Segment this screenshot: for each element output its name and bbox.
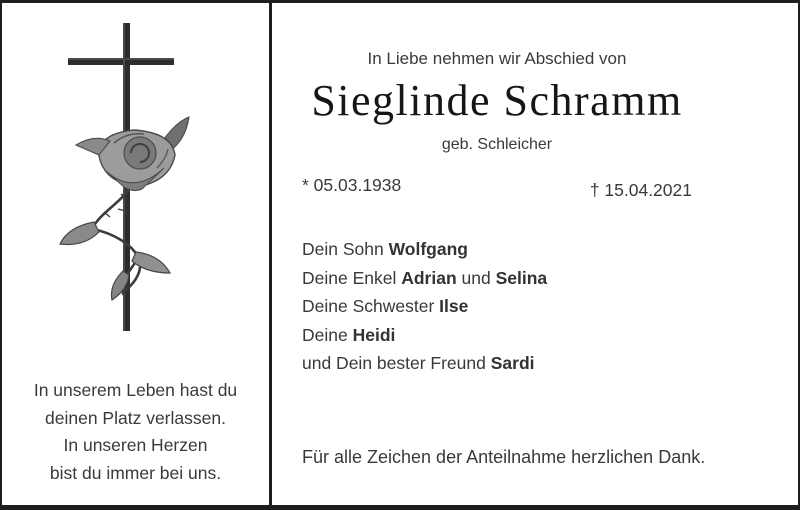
birth-date: * 05.03.1938 xyxy=(302,175,402,195)
mourner-conjunction: und xyxy=(456,267,496,288)
obituary-panel xyxy=(272,3,800,505)
mourner-name: Wolfgang xyxy=(388,239,468,259)
mourner-relation: Deine xyxy=(302,324,353,345)
cross-with-rose-icon xyxy=(2,3,269,348)
poem-line: In unseren Herzen xyxy=(63,435,208,455)
mourner-line xyxy=(302,292,547,321)
thanks-line: Für alle Zeichen der Anteilnahme herzlichen Dank. xyxy=(302,447,706,467)
mourner-line xyxy=(302,321,547,350)
mourner-name: Adrian xyxy=(401,267,457,288)
death-date: † 15.04.2021 xyxy=(589,180,692,200)
mourner-relation: Deine Schwester xyxy=(302,296,440,316)
mourner-name: Ilse xyxy=(439,296,469,316)
poem-line: bist du immer bei uns. xyxy=(49,462,222,483)
maiden-name: geb. Schleicher xyxy=(441,136,553,153)
mourner-relation: Deine Enkel xyxy=(302,267,402,288)
intro-line: In Liebe nehmen wir Abschied von xyxy=(367,49,627,68)
mourners-list xyxy=(302,235,547,378)
mourner-line xyxy=(302,264,547,293)
mourner-name: Selina xyxy=(495,267,548,288)
mourner-name: Sardi xyxy=(490,353,535,373)
mourner-relation: Dein Sohn xyxy=(302,239,389,259)
mourner-line xyxy=(302,235,547,264)
mourner-relation: und Dein bester Freund xyxy=(302,353,491,373)
obituary-content xyxy=(302,3,706,505)
mourner-name: Heidi xyxy=(352,324,396,345)
deceased-name: Sieglinde Schramm xyxy=(311,76,683,125)
mourner-line xyxy=(302,349,547,378)
poem-line: In unserem Leben hast du xyxy=(33,380,238,400)
memorial-panel xyxy=(2,3,269,505)
poem-line: deinen Platz verlassen. xyxy=(45,407,226,428)
memorial-poem xyxy=(2,377,269,487)
